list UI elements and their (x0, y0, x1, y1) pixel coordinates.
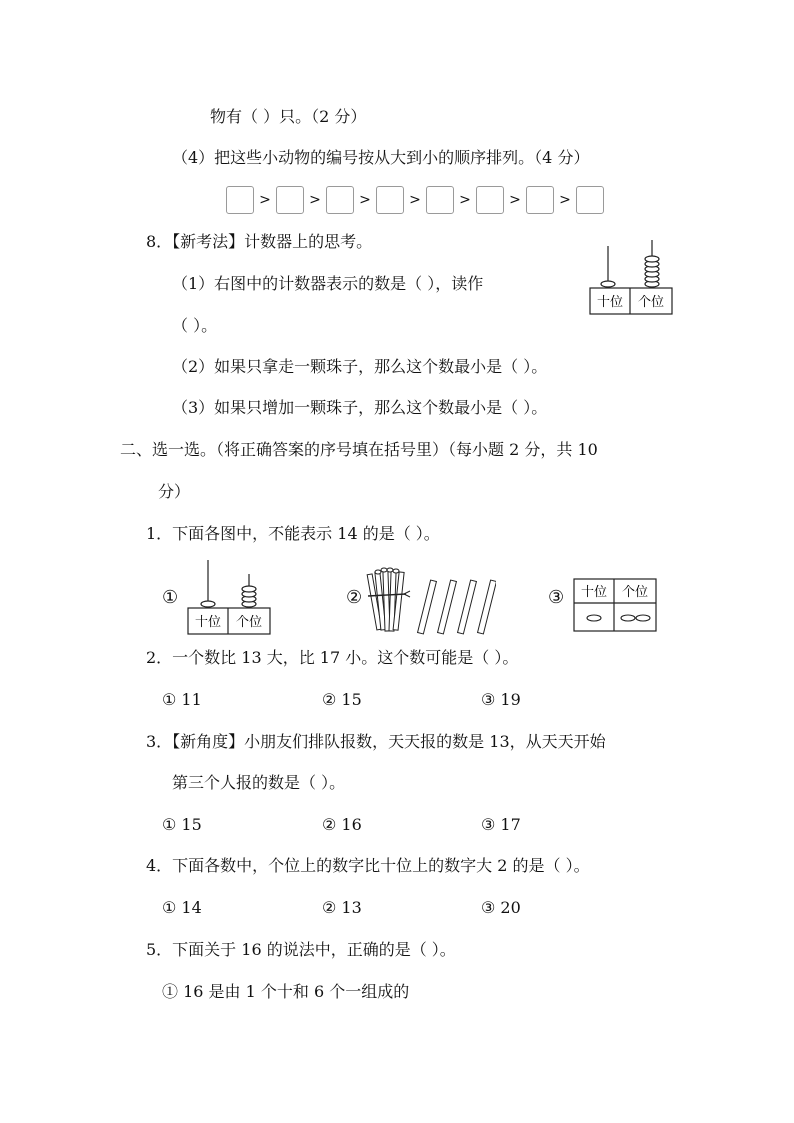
q8-part3: （3）如果只增加一颗珠子，那么这个数最小是（ ）。 (172, 398, 548, 417)
single-sticks (418, 580, 496, 634)
answer-box[interactable] (226, 186, 254, 214)
s2q4-option-1[interactable]: ① 14 (162, 898, 202, 917)
figure3-ones-label: 个位 (621, 585, 649, 600)
s2q2-option-2[interactable]: ② 15 (322, 690, 362, 709)
answer-box[interactable] (426, 186, 454, 214)
abacus-ones-rod (645, 240, 659, 288)
greater-than-sign: > (409, 192, 421, 208)
figure1-tens-label: 十位 (194, 615, 222, 630)
stick-bundle (367, 568, 410, 631)
answer-box[interactable] (526, 186, 554, 214)
section2-heading-b: 分） (158, 482, 191, 501)
s2q3-option-2[interactable]: ② 16 (322, 815, 362, 834)
answer-box[interactable] (476, 186, 504, 214)
s2q1-text: 1．下面各图中，不能表示 14 的是（ ）。 (146, 524, 440, 543)
s2q3-option-3[interactable]: ③ 17 (481, 815, 521, 834)
figure3-label: ③ (548, 587, 565, 608)
greater-than-sign: > (559, 192, 571, 208)
ordering-boxes (226, 186, 604, 214)
greater-than-sign: > (259, 192, 271, 208)
s2q5-text: 5．下面关于 16 的说法中，正确的是（ ）。 (146, 940, 456, 959)
figure1-abacus (186, 556, 274, 636)
section2-heading-a: 二、选一选。（将正确答案的序号填在括号里）（每小题 2 分，共 10 (120, 440, 598, 459)
figure2-label: ② (346, 587, 363, 608)
s2q4-text: 4．下面各数中，个位上的数字比十位上的数字大 2 的是（ ）。 (146, 856, 590, 875)
greater-than-sign: > (309, 192, 321, 208)
figure1-label: ① (162, 587, 179, 608)
q8-part1-a: （1）右图中的计数器表示的数是（ ），读作 (172, 274, 484, 293)
greater-than-sign: > (459, 192, 471, 208)
greater-than-sign: > (509, 192, 521, 208)
abacus-ones-label: 个位 (637, 295, 665, 310)
answer-box[interactable] (326, 186, 354, 214)
abacus-tens-rod (601, 246, 615, 288)
s2q3-option-1[interactable]: ① 15 (162, 815, 202, 834)
s2q2-text: 2．一个数比 13 大，比 17 小。这个数可能是（ ）。 (146, 648, 519, 667)
figure2-sticks (366, 566, 496, 638)
q8-title: 8．【新考法】计数器上的思考。 (146, 232, 373, 251)
s2q2-option-3[interactable]: ③ 19 (481, 690, 521, 709)
answer-box[interactable] (576, 186, 604, 214)
q7-part4: （4）把这些小动物的编号按从大到小的顺序排列。（4 分） (172, 148, 590, 167)
figure3-tens-label: 十位 (580, 585, 608, 600)
answer-box[interactable] (376, 186, 404, 214)
q7-line3-continuation: 物有（ ）只。（2 分） (210, 107, 367, 126)
greater-than-sign: > (359, 192, 371, 208)
figure1-ones-label: 个位 (235, 615, 263, 630)
answer-box[interactable] (276, 186, 304, 214)
s2q3-text-b: 第三个人报的数是（ ）。 (172, 773, 346, 792)
q8-part1-b: （ ）。 (172, 316, 218, 335)
abacus-figure (588, 238, 676, 318)
s2q3-text-a: 3．【新角度】小朋友们排队报数，天天报的数是 13，从天天开始 (146, 732, 606, 751)
s2q4-option-3[interactable]: ③ 20 (481, 898, 521, 917)
s2q5-option-1[interactable]: ① 16 是由 1 个十和 6 个一组成的 (162, 982, 410, 1001)
figure3-place-value-table (572, 577, 660, 635)
q8-part2: （2）如果只拿走一颗珠子，那么这个数最小是（ ）。 (172, 357, 548, 376)
abacus-tens-label: 十位 (596, 295, 624, 310)
s2q4-option-2[interactable]: ② 13 (322, 898, 362, 917)
s2q2-option-1[interactable]: ① 11 (162, 690, 202, 709)
